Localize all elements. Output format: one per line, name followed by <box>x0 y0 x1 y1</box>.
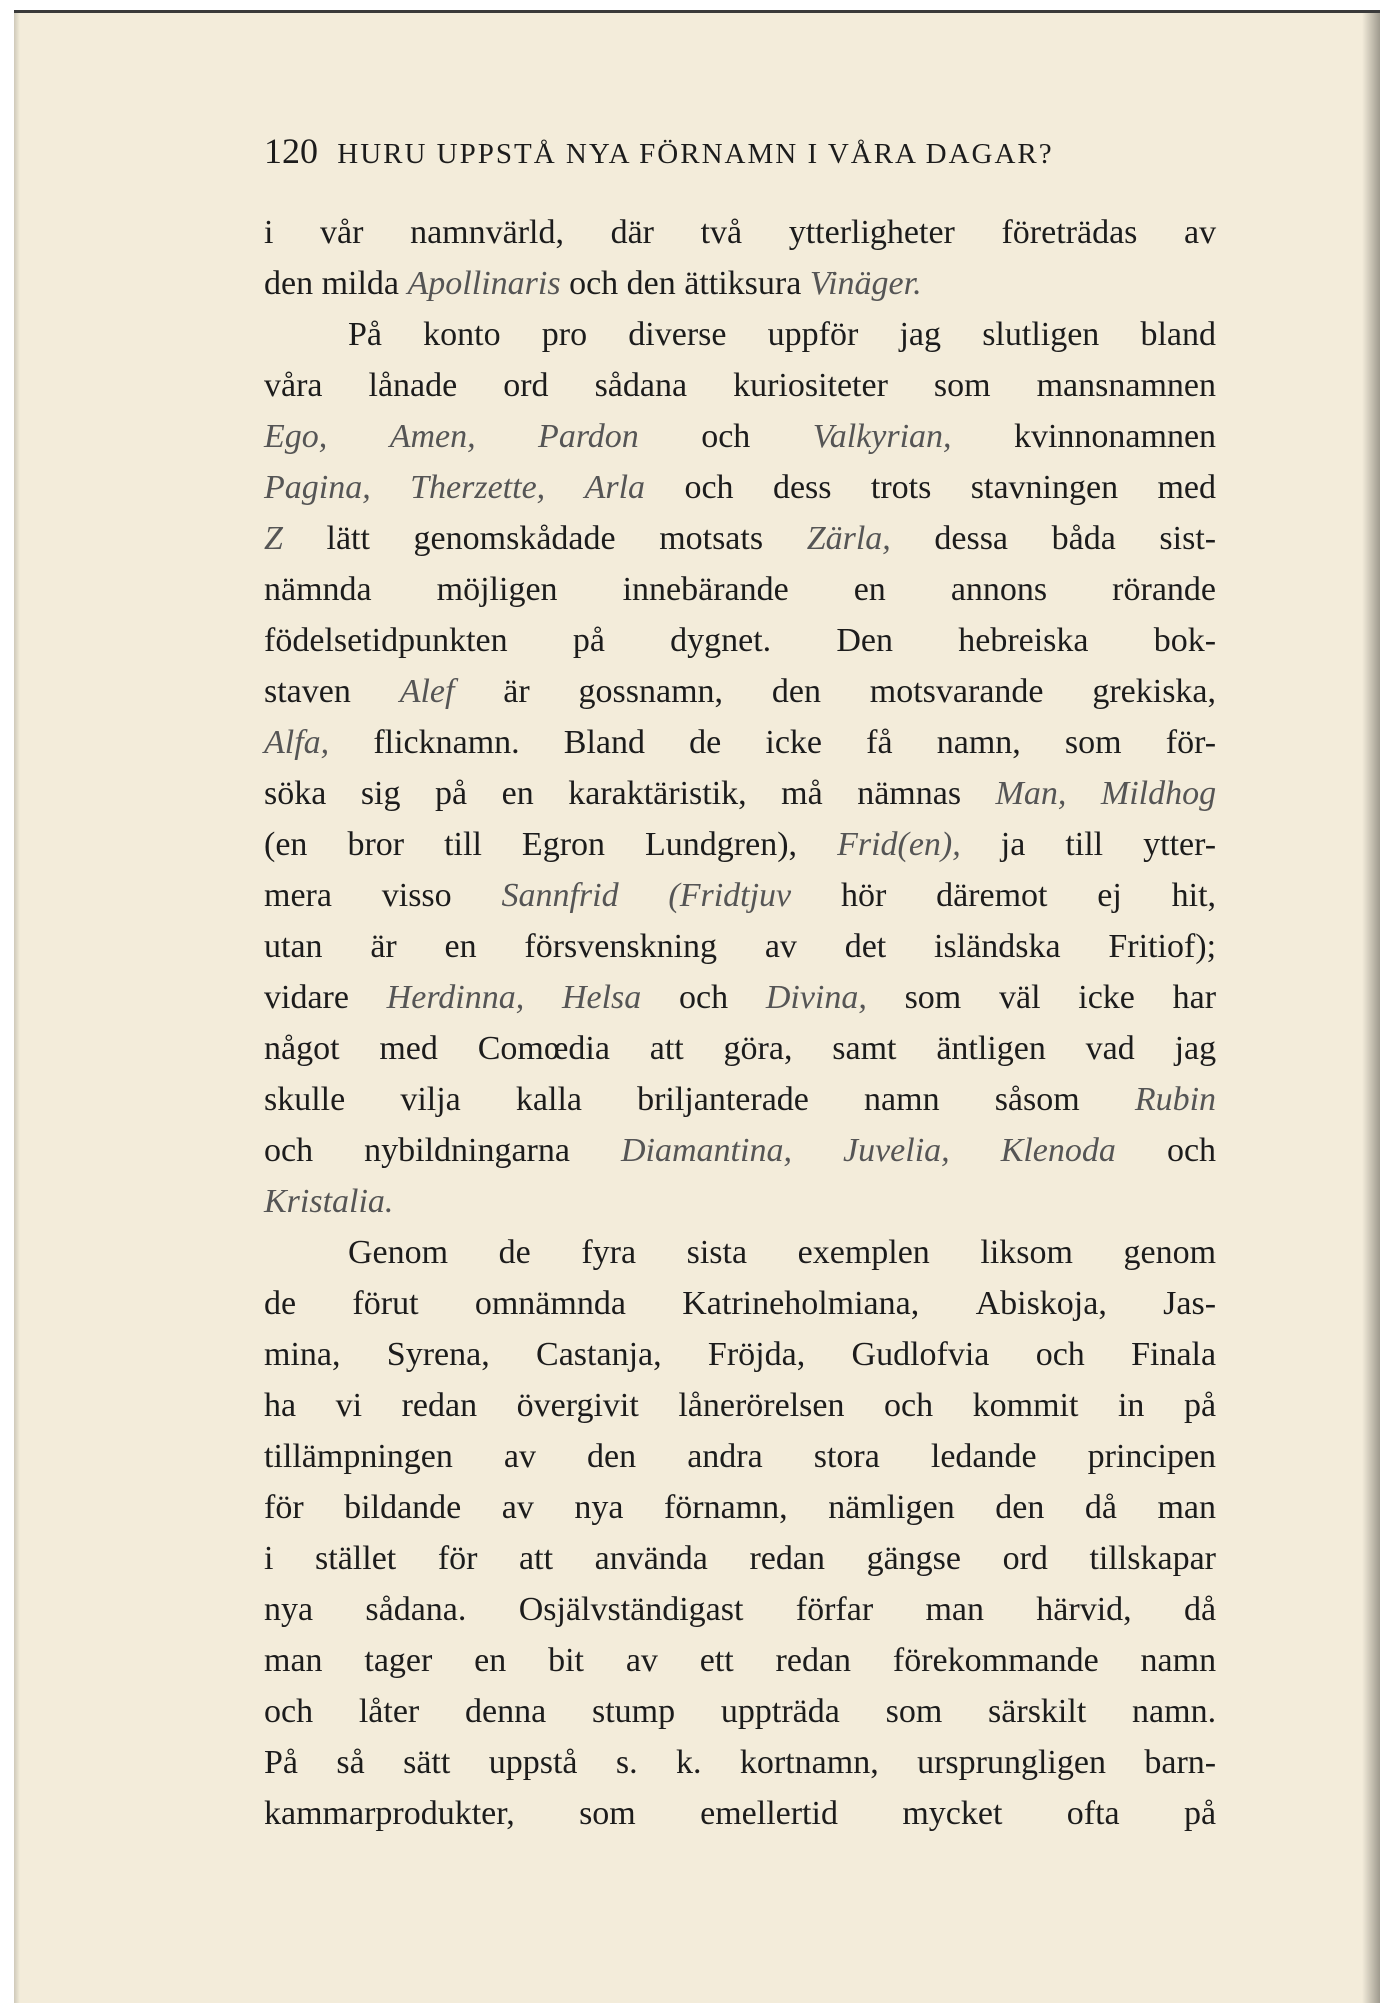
word: ursprungligen <box>917 1744 1106 1781</box>
word: lätt <box>326 520 370 557</box>
word: man <box>264 1642 323 1679</box>
word: briljanterade <box>637 1081 809 1118</box>
word: icke <box>765 724 823 761</box>
word: med <box>1157 469 1217 506</box>
word: förekommande <box>892 1642 1099 1679</box>
word: har <box>1172 979 1217 1016</box>
word: s. <box>615 1744 638 1781</box>
word: man <box>925 1591 984 1628</box>
word: så <box>336 1744 365 1781</box>
word: och <box>884 1387 934 1424</box>
italic-word: Vinäger. <box>809 265 922 302</box>
word: flicknamn. <box>373 724 520 761</box>
word: av <box>764 928 797 965</box>
word: mycket <box>902 1795 1003 1832</box>
word: använda <box>594 1540 708 1577</box>
word: i <box>264 1540 274 1577</box>
text-line <box>264 717 1216 768</box>
word: till <box>1065 826 1104 863</box>
word: som <box>1064 724 1122 761</box>
italic-word: (Fridtjuv <box>668 877 792 914</box>
italic-word: Divina, <box>765 979 867 1016</box>
word: mina, <box>264 1336 341 1373</box>
word: kortnamn, <box>739 1744 879 1781</box>
word: födelsetidpunkten <box>264 622 508 659</box>
word: sätt <box>403 1744 451 1781</box>
word: Osjälvständigast <box>518 1591 744 1628</box>
word: vad <box>1085 1030 1135 1067</box>
word: och <box>264 1132 314 1169</box>
word: Katrineholmiana, <box>682 1285 920 1322</box>
word: stump <box>591 1693 676 1730</box>
word: hebreiska <box>958 622 1089 659</box>
word: Finala <box>1131 1336 1217 1373</box>
word: kalla <box>515 1081 582 1118</box>
word: låter <box>358 1693 420 1730</box>
word: stavningen <box>970 469 1119 506</box>
word: Gudlofvia <box>851 1336 990 1373</box>
word: en <box>501 775 534 812</box>
word: samt <box>832 1030 897 1067</box>
word: väl <box>998 979 1041 1016</box>
text-line <box>264 615 1216 666</box>
word: det <box>844 928 887 965</box>
word: kuriositeter <box>733 367 888 404</box>
word: genomskådade <box>413 520 616 557</box>
word: tager <box>364 1642 433 1679</box>
italic-word: Kristalia. <box>264 1183 394 1220</box>
italic-word: Amen, <box>389 418 476 455</box>
italic-word: Rubin <box>1134 1081 1217 1118</box>
word: Fröjda, <box>707 1336 806 1373</box>
word: de <box>264 1285 297 1322</box>
word: tillämpningen <box>264 1438 453 1475</box>
word: av <box>501 1489 534 1526</box>
word: och <box>569 265 619 302</box>
word: är <box>370 928 397 965</box>
word: till <box>444 826 482 863</box>
word: nya <box>264 1591 314 1628</box>
text-line <box>264 1533 1216 1584</box>
word: den <box>587 1438 637 1475</box>
word: På <box>348 316 382 353</box>
word: och <box>1166 1132 1217 1169</box>
word: sist- <box>1159 520 1217 557</box>
word: dessa <box>934 520 1009 557</box>
word: lånerörelsen <box>678 1387 845 1424</box>
word: en <box>444 928 477 965</box>
word: ja <box>1000 826 1026 863</box>
word: dess <box>772 469 832 506</box>
word: hör <box>840 877 887 914</box>
text-line <box>264 411 1216 462</box>
word: namn. <box>1132 1693 1217 1730</box>
word: ett <box>699 1642 734 1679</box>
text-line <box>264 1329 1216 1380</box>
word: uppför <box>767 316 859 353</box>
word: ord <box>503 367 549 404</box>
word: motsats <box>659 520 764 557</box>
text-line <box>264 666 1216 717</box>
word: äntligen <box>936 1030 1046 1067</box>
text-line <box>264 258 1216 309</box>
word: man <box>1157 1489 1216 1526</box>
word: då <box>1084 1489 1117 1526</box>
text-line <box>264 1788 1216 1839</box>
word: nämnda <box>264 571 372 608</box>
text-line <box>264 1686 1216 1737</box>
italic-word: Valkyrian, <box>812 418 952 455</box>
word: emellertid <box>700 1795 838 1832</box>
word: som <box>933 367 991 404</box>
word: få <box>866 724 893 761</box>
word: båda <box>1051 520 1116 557</box>
text-line <box>264 360 1216 411</box>
word: sista <box>686 1234 748 1271</box>
word: pro <box>541 316 588 353</box>
word: såsom <box>994 1081 1080 1118</box>
text-line <box>264 1278 1216 1329</box>
word: innebärande <box>622 571 789 608</box>
italic-word: Apollinaris <box>407 265 561 302</box>
word: bland <box>1140 316 1217 353</box>
word: ytterligheter <box>788 214 955 251</box>
text-line <box>264 564 1216 615</box>
word: den <box>264 265 314 302</box>
word: motsvarande <box>869 673 1044 710</box>
word: sådana. <box>365 1591 467 1628</box>
word: nämnas <box>857 775 962 812</box>
word: och <box>679 979 729 1016</box>
page-edge-shadow <box>1362 13 1380 2003</box>
word: genom <box>1123 1234 1217 1271</box>
word: (en <box>264 826 308 863</box>
word: vår <box>320 214 364 251</box>
word: Syrena, <box>386 1336 490 1373</box>
word: särskilt <box>988 1693 1087 1730</box>
text-line <box>264 1431 1216 1482</box>
word: Bland <box>563 724 646 761</box>
page-gutter-shadow <box>14 13 20 2003</box>
text-line <box>264 513 1216 564</box>
word: visso <box>381 877 452 914</box>
word: kvinnonamnen <box>1013 418 1217 455</box>
word: bildande <box>344 1489 462 1526</box>
word: på <box>572 622 605 659</box>
text-line <box>264 309 1216 360</box>
text-line <box>264 768 1216 819</box>
italic-word: Z <box>264 520 283 557</box>
word: milda <box>321 265 400 302</box>
word: möjligen <box>436 571 558 608</box>
word: av <box>503 1438 536 1475</box>
word: dygnet. <box>670 622 772 659</box>
italic-word: Pagina, <box>264 469 371 506</box>
word: den <box>626 265 676 302</box>
word: exemplen <box>797 1234 930 1271</box>
word: icke <box>1078 979 1135 1016</box>
word: staven <box>264 673 351 710</box>
word: av <box>1183 214 1217 251</box>
word: ättiksura <box>684 265 802 302</box>
text-line <box>264 972 1216 1023</box>
word: annons <box>950 571 1048 608</box>
word: bok- <box>1153 622 1217 659</box>
word: är <box>503 673 530 710</box>
word: som <box>904 979 962 1016</box>
word: de <box>498 1234 531 1271</box>
word: redan <box>775 1642 852 1679</box>
italic-word: Alfa, <box>264 724 330 761</box>
word: uppträda <box>720 1693 840 1730</box>
word: förut <box>352 1285 419 1322</box>
word: gängse <box>866 1540 961 1577</box>
word: mera <box>264 877 332 914</box>
text-line <box>264 1227 1216 1278</box>
word: ytter- <box>1143 826 1217 863</box>
word: k. <box>676 1744 702 1781</box>
word: då <box>1183 1591 1217 1628</box>
italic-word: Arla <box>584 469 646 506</box>
word: in <box>1117 1387 1145 1424</box>
word: av <box>625 1642 658 1679</box>
text-line <box>264 1176 1216 1227</box>
word: vi <box>335 1387 363 1424</box>
word: och <box>701 418 751 455</box>
word: ledande <box>930 1438 1037 1475</box>
italic-word: Klenoda <box>1000 1132 1116 1169</box>
italic-word: Zärla, <box>806 520 891 557</box>
word: som <box>885 1693 943 1730</box>
word: och <box>264 1693 314 1730</box>
italic-word: Man, <box>995 775 1067 812</box>
word: principen <box>1087 1438 1217 1475</box>
word: med <box>379 1030 438 1067</box>
word: Jas- <box>1163 1285 1217 1322</box>
text-line <box>264 1074 1216 1125</box>
text-line <box>264 921 1216 972</box>
word: Den <box>836 622 894 659</box>
italic-word: Ego, <box>264 418 328 455</box>
word: och <box>1035 1336 1085 1373</box>
word: andra <box>687 1438 763 1475</box>
italic-word: Pardon <box>538 418 639 455</box>
word: härvid, <box>1036 1591 1132 1628</box>
word: stället <box>315 1540 397 1577</box>
word: sådana <box>594 367 688 404</box>
text-line <box>264 1482 1216 1533</box>
word: isländska <box>934 928 1061 965</box>
word: diverse <box>628 316 727 353</box>
word: på <box>1183 1795 1217 1832</box>
word: trots <box>870 469 932 506</box>
word: på <box>435 775 468 812</box>
word: söka <box>264 775 327 812</box>
word: övergivit <box>516 1387 639 1424</box>
word: namn, <box>936 724 1021 761</box>
word: och <box>684 469 734 506</box>
word: mansnamnen <box>1036 367 1217 404</box>
text-line <box>264 462 1216 513</box>
word: jag <box>899 316 942 353</box>
word: Castanja, <box>536 1336 662 1373</box>
word: skulle <box>264 1081 346 1118</box>
word: tillskapar <box>1089 1540 1216 1577</box>
word: ha <box>264 1387 297 1424</box>
word: konto <box>423 316 501 353</box>
text-line <box>264 1125 1216 1176</box>
italic-word: Herdinna, <box>386 979 525 1016</box>
word: fyra <box>581 1234 637 1271</box>
word: stora <box>813 1438 880 1475</box>
italic-word: Alef <box>399 673 455 710</box>
word: kammarprodukter, <box>264 1795 515 1832</box>
word: må <box>781 775 823 812</box>
word: ofta <box>1066 1795 1120 1832</box>
word: i <box>264 214 274 251</box>
word: för- <box>1165 724 1217 761</box>
word: vilja <box>400 1081 461 1118</box>
word: nybildningarna <box>364 1132 570 1169</box>
word: företrädas <box>1001 214 1138 251</box>
word: sig <box>360 775 401 812</box>
text-line <box>264 819 1216 870</box>
word: en <box>853 571 886 608</box>
italic-word: Diamantina, <box>621 1132 792 1169</box>
word: namnvärld, <box>410 214 564 251</box>
word: bror <box>347 826 405 863</box>
word: Lundgren), <box>645 826 798 863</box>
word: som <box>579 1795 636 1832</box>
italic-word: Sannfrid <box>501 877 619 914</box>
word: grekiska, <box>1092 673 1217 710</box>
text-line <box>264 207 1216 258</box>
word: kommit <box>972 1387 1079 1424</box>
text-line <box>264 1737 1216 1788</box>
word: de <box>689 724 722 761</box>
word: namn <box>864 1081 940 1118</box>
word: På <box>264 1744 298 1781</box>
word: karaktäristik, <box>568 775 747 812</box>
italic-word: Mildhog <box>1100 775 1217 812</box>
word: denna <box>465 1693 547 1730</box>
word: den <box>771 673 821 710</box>
word: däremot <box>936 877 1048 914</box>
word: bit <box>548 1642 584 1679</box>
word: Fritiof); <box>1108 928 1217 965</box>
word: förfar <box>795 1591 874 1628</box>
word: redan <box>749 1540 825 1577</box>
word: för <box>437 1540 478 1577</box>
word: våra <box>264 367 323 404</box>
word: den <box>995 1489 1045 1526</box>
word: nya <box>574 1489 624 1526</box>
word: hit, <box>1171 877 1217 914</box>
word: barn- <box>1144 1744 1217 1781</box>
word: liksom <box>980 1234 1073 1271</box>
word: utan <box>264 928 323 965</box>
word: två <box>700 214 743 251</box>
word: där <box>610 214 654 251</box>
word: slutligen <box>982 316 1100 353</box>
text-line <box>264 1023 1216 1074</box>
page-number: 120 <box>264 131 318 171</box>
word: förnamn, <box>663 1489 788 1526</box>
body-text <box>264 207 1216 1839</box>
word: jag <box>1174 1030 1217 1067</box>
word: nämligen <box>828 1489 955 1526</box>
word: namn <box>1140 1642 1217 1679</box>
word: Abiskoja, <box>975 1285 1107 1322</box>
word: vidare <box>264 979 349 1016</box>
word: en <box>474 1642 507 1679</box>
word: rörande <box>1112 571 1216 608</box>
word: ord <box>1002 1540 1048 1577</box>
word: redan <box>401 1387 478 1424</box>
word: lånade <box>368 367 458 404</box>
word: på <box>1183 1387 1217 1424</box>
word: göra, <box>723 1030 793 1067</box>
word: uppstå <box>488 1744 578 1781</box>
running-title: HURU UPPSTÅ NYA FÖRNAMN I VÅRA DAGAR? <box>337 138 1054 170</box>
word: gossnamn, <box>578 673 724 710</box>
italic-word: Therzette, <box>410 469 546 506</box>
word: för <box>264 1489 304 1526</box>
word: Genom <box>348 1234 449 1271</box>
word: att <box>649 1030 684 1067</box>
text-line <box>264 1635 1216 1686</box>
text-line <box>264 1380 1216 1431</box>
text-line <box>264 1584 1216 1635</box>
text-line <box>264 870 1216 921</box>
word: Comœdia <box>477 1030 610 1067</box>
word: att <box>519 1540 554 1577</box>
word: något <box>264 1030 340 1067</box>
italic-word: Helsa <box>561 979 642 1016</box>
running-head <box>264 130 1216 172</box>
italic-word: Juvelia, <box>842 1132 950 1169</box>
word: omnämnda <box>474 1285 626 1322</box>
word: Egron <box>521 826 606 863</box>
italic-word: Frid(en), <box>837 826 961 863</box>
word: försvenskning <box>524 928 718 965</box>
word: ej <box>1097 877 1122 914</box>
